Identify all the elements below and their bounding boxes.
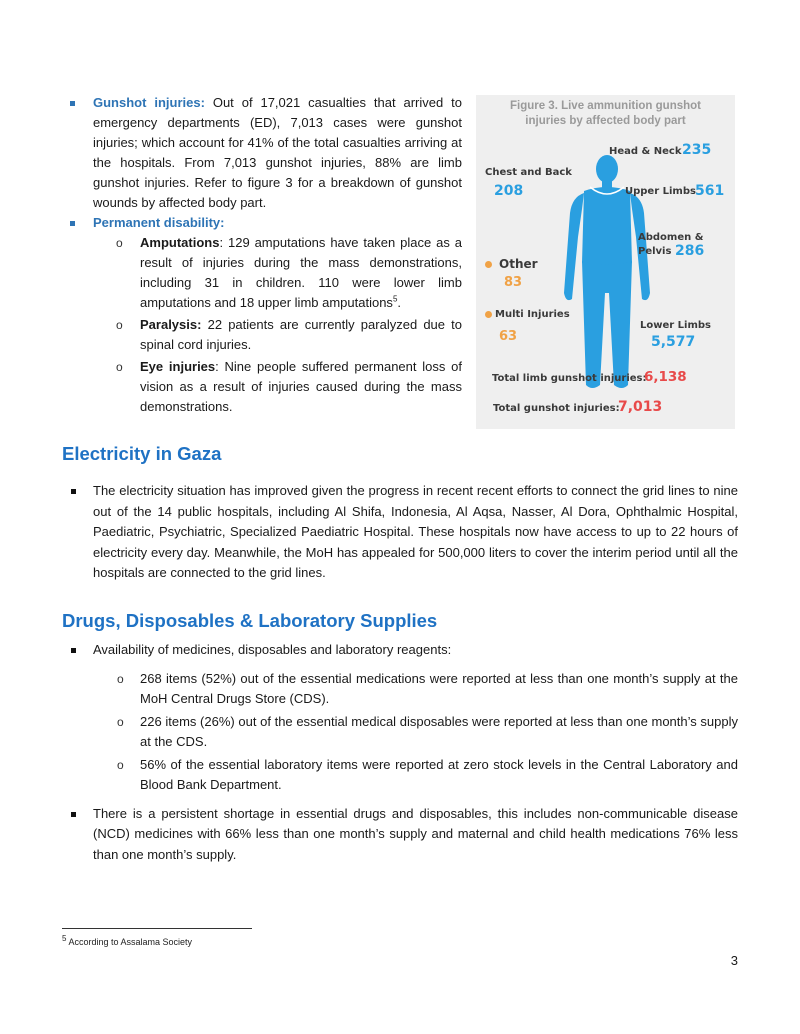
- eye-injuries-text: : Nine people suffered permanent loss of vision as a result of injuries caused during the mass demonstrations.: [140, 359, 462, 414]
- amputations-item: [62, 233, 462, 313]
- footnote: [62, 934, 193, 947]
- bullet-marker: [71, 648, 76, 653]
- abdomen-label-1: Abdomen &: [638, 232, 704, 243]
- other-label: Other: [499, 257, 538, 271]
- lower-limbs-value: 5,577: [651, 334, 696, 350]
- eye-injuries-item: [62, 357, 462, 417]
- figure-title-line2: injuries by affected body part: [525, 115, 686, 127]
- chest-back-value: 208: [494, 183, 524, 199]
- injury-summary: [62, 93, 462, 417]
- electricity-text: The electricity situation has improved given the progress in recent recent efforts to connect the grid lines to nine out of the 14 public hospitals, including Al Shifa, Indonesia, Al Aqsa, Nasser, Al Dora, Ophthalmic Hospital, Paediatric, Psychiatric, Specialized Paediatric Hospital. These hospitals now have access to up to 22 hours of electricity every day. Meanwhile, the MoH has appealed for 500,000 liters to cover the interim period until all the hospitals are connected to the grid lines.: [93, 483, 738, 580]
- bullet-marker: [70, 101, 75, 106]
- disposables-text: 226 items (26%) out of the essential medical disposables were reported at less than one month’s supply at the CDS.: [140, 713, 738, 749]
- footnote-text: According to Assalama Society: [66, 937, 193, 947]
- multi-injuries-label: Multi Injuries: [495, 309, 570, 320]
- total-gunshot-label: Total gunshot injuries:: [493, 403, 620, 414]
- laboratory-text: 56% of the essential laboratory items were reported at zero stock levels in the Central Laboratory and Blood Bank Department.: [140, 756, 738, 792]
- bullet-marker: [70, 221, 75, 226]
- multi-injuries-value: 63: [499, 329, 518, 344]
- circle-bullet-icon: o: [116, 318, 123, 332]
- electricity-bullet: [62, 481, 738, 584]
- bullet-marker: [71, 812, 76, 817]
- upper-limbs-value: 561: [695, 183, 725, 199]
- drugs-heading: Drugs, Disposables & Laboratory Supplies: [62, 610, 438, 631]
- electricity-heading: Electricity in Gaza: [62, 443, 222, 464]
- total-gunshot-value: 7,013: [618, 399, 663, 415]
- abdomen-value: 286: [675, 243, 705, 259]
- footnote-ref: 5: [392, 294, 398, 304]
- total-limb-value: 6,138: [644, 369, 687, 385]
- paralysis-label: Paralysis:: [140, 317, 202, 332]
- medications-text: 268 items (52%) out of the essential medications were reported at less than one month’s supply at the MoH Central Drugs Store (CDS).: [140, 670, 738, 706]
- availability-text: Availability of medicines, disposables and laboratory reagents:: [93, 642, 452, 657]
- availability-bullet: [62, 640, 738, 661]
- abdomen-label-2: Pelvis: [638, 246, 672, 257]
- paralysis-text: 22 patients are currently paralyzed due to spinal cord injuries.: [140, 317, 462, 352]
- gunshot-text: Out of 17,021 casualties that arrived to emergency departments (ED), 7,013 cases were gunshot injuries; which account for 41% of the total casualties arriving at the hospitals. From 7,013 gunshot injuries, 88% are limb gunshot injuries. Refer to figure 3 for a breakdown of gunshot wounds by affected body part.: [93, 95, 462, 210]
- figure-title: [476, 99, 735, 129]
- figure-title-line1: Figure 3. Live ammunition gunshot: [509, 100, 702, 112]
- gunshot-bullet: [62, 93, 462, 213]
- chest-back-label: Chest and Back: [485, 167, 572, 178]
- circle-bullet-icon: o: [117, 757, 124, 772]
- figure-3-infographic: [476, 95, 735, 429]
- total-limb-label: Total limb gunshot injuries:: [492, 373, 647, 384]
- circle-bullet-icon: o: [117, 714, 124, 729]
- laboratory-item: [62, 755, 738, 796]
- drugs-section: [62, 640, 738, 865]
- circle-bullet-icon: o: [116, 360, 123, 374]
- multi-injuries-dot-icon: [485, 311, 492, 318]
- disability-bullet: [62, 213, 462, 233]
- head-neck-value: 235: [682, 142, 712, 158]
- bullet-marker: [71, 489, 76, 494]
- amputations-text: : 129 amputations have taken place as a result of injuries during the mass demonstrations, including 31 in children. 110 were lower limb amputations and 18 upper limb amputations: [140, 235, 462, 310]
- upper-limbs-label: Upper Limbs: [625, 186, 696, 197]
- other-value: 83: [504, 275, 523, 290]
- circle-bullet-icon: o: [117, 671, 124, 686]
- shortage-bullet: [62, 804, 738, 866]
- eye-injuries-label: Eye injuries: [140, 359, 216, 374]
- footnote-number: 5: [62, 934, 67, 943]
- paralysis-item: [62, 315, 462, 355]
- amputations-tail: .: [397, 295, 402, 310]
- footnote-divider: [62, 928, 252, 929]
- medications-item: [62, 669, 738, 710]
- gunshot-label: Gunshot injuries:: [93, 95, 205, 110]
- amputations-label: Amputations: [140, 235, 220, 250]
- shortage-text: There is a persistent shortage in essential drugs and disposables, this includes non-communicable disease (NCD) medicines with 66% less than one month’s supply and maternal and child health medications 76% less than one month’s supply.: [93, 805, 738, 862]
- electricity-section: [62, 481, 738, 584]
- disposables-item: [62, 712, 738, 753]
- lower-limbs-label: Lower Limbs: [640, 320, 712, 331]
- page-number: 3: [730, 953, 738, 968]
- circle-bullet-icon: o: [116, 236, 123, 250]
- head-neck-label: Head & Neck: [609, 146, 682, 157]
- other-dot-icon: [485, 261, 492, 268]
- disability-label: Permanent disability:: [93, 215, 225, 230]
